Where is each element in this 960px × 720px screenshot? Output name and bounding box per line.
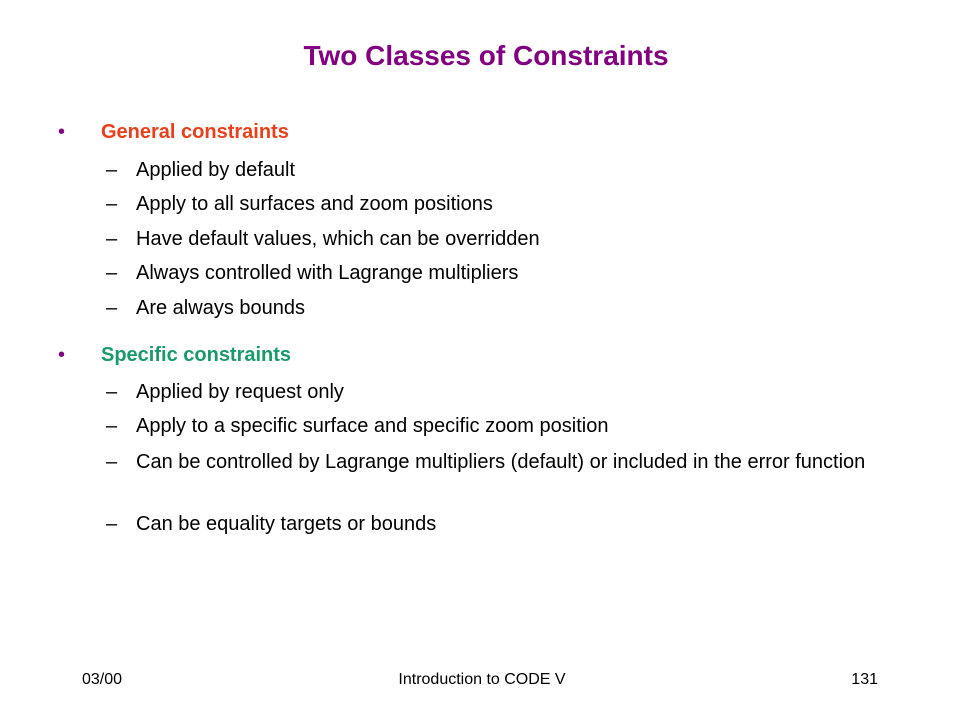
list-item-text: Can be controlled by Lagrange multipliers (default) or included in the error function [136, 451, 866, 473]
dash-icon: – [106, 262, 118, 284]
dash-icon: – [106, 513, 118, 535]
list-item-text: Always controlled with Lagrange multipliers [136, 262, 519, 284]
dash-icon: – [106, 228, 118, 250]
list-item-text: Applied by request only [136, 381, 344, 403]
list-item-text: Have default values, which can be overridden [136, 228, 540, 250]
section-heading-general: General constraints [101, 121, 289, 143]
section-heading-specific: Specific constraints [101, 344, 292, 366]
dash-icon: – [106, 159, 118, 181]
list-item-text: Apply to a specific surface and specific zoom position [136, 415, 609, 437]
dash-icon: – [106, 381, 118, 403]
slide-title: Two Classes of Constraints [303, 40, 669, 71]
list-item-text: Applied by default [136, 159, 296, 181]
list-item-text: Can be equality targets or bounds [136, 513, 437, 535]
dash-icon: – [106, 193, 118, 215]
bullet-icon: • [58, 344, 66, 366]
list-item-text: Apply to all surfaces and zoom positions [136, 193, 493, 215]
dash-icon: – [106, 297, 118, 319]
list-item-text: Are always bounds [136, 297, 305, 319]
dash-icon: – [106, 415, 118, 437]
bullet-icon: • [58, 121, 66, 143]
footer-date: 03/00 [82, 671, 123, 688]
page-number: 131 [851, 671, 878, 688]
footer-title: Introduction to CODE V [398, 671, 566, 688]
dash-icon: – [106, 451, 118, 473]
